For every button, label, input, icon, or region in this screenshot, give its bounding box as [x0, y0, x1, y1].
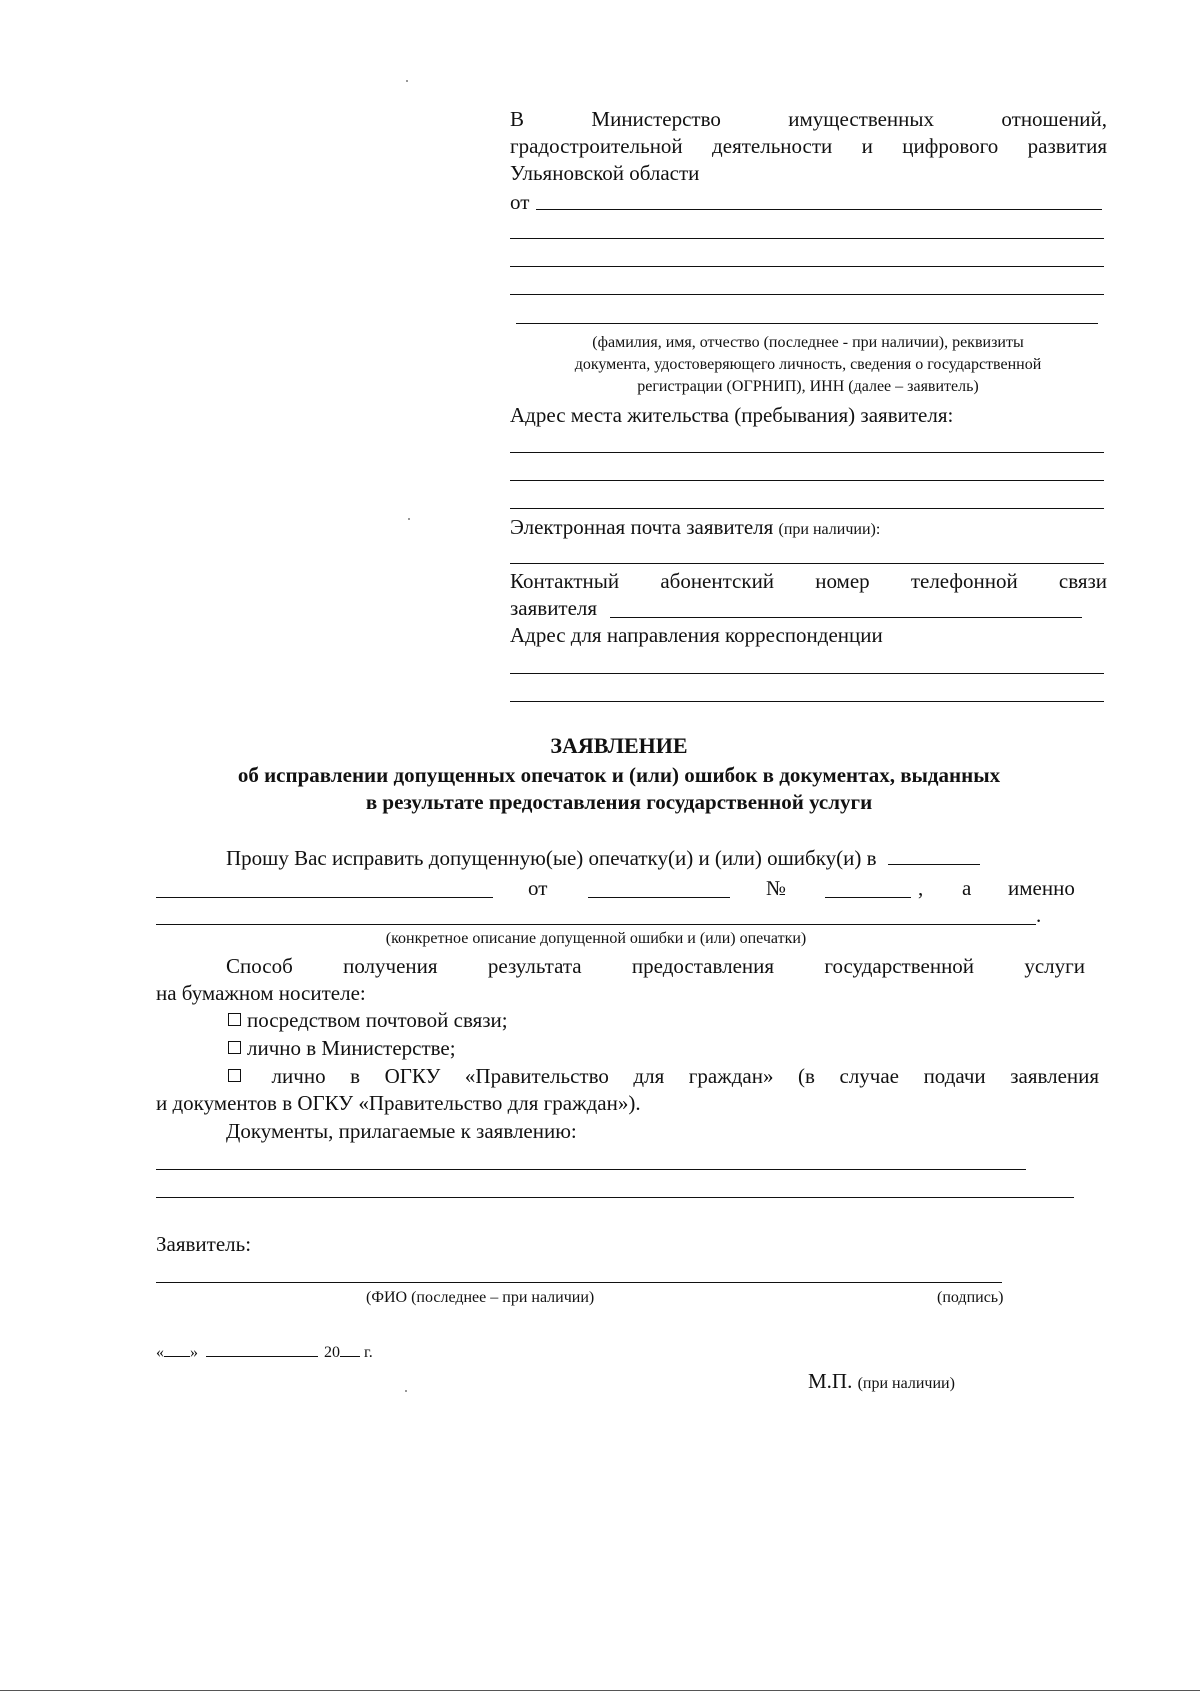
email-field-line[interactable]: [510, 563, 1104, 564]
option-ogku-word: в: [350, 1064, 361, 1088]
from-word: от: [528, 876, 548, 900]
from-field-line-3[interactable]: [510, 266, 1104, 267]
method-word: услуги: [1024, 954, 1086, 978]
option-ogku-word: ОГКУ: [384, 1064, 441, 1088]
error-description-field-line[interactable]: [156, 924, 1036, 925]
year-suffix: г.: [364, 1344, 373, 1361]
document-subtitle-line: об исправлении допущенных опечаток и (или) ошибок в документах, выданных: [237, 763, 1001, 787]
attachments-field-line-2[interactable]: [156, 1197, 1074, 1198]
option-ogku-word: подачи: [923, 1064, 986, 1088]
correspondence-label: Адрес для направления корреспонденции: [510, 623, 883, 647]
phone-word: Контактный: [510, 569, 620, 593]
from-field-line[interactable]: [536, 209, 1102, 210]
applicant-note-line: (фамилия, имя, отчество (последнее - при наличии), реквизиты: [592, 334, 1024, 351]
number-sign: №: [766, 876, 787, 900]
applicant-note: [506, 332, 1110, 398]
method-line-1: [226, 953, 1085, 980]
year-field[interactable]: [340, 1342, 360, 1357]
residence-field-line[interactable]: [510, 452, 1104, 453]
document-type-field[interactable]: [888, 846, 980, 865]
day-field[interactable]: [164, 1342, 190, 1357]
residence-field-line-3[interactable]: [510, 508, 1104, 509]
applicant-label: Заявитель:: [156, 1232, 252, 1256]
addressee-line-2: градостроительной деятельности и цифрового развития: [510, 134, 1107, 158]
option-ogku-word: заявления: [1010, 1064, 1100, 1088]
seal-label: [808, 1368, 955, 1395]
checkbox-icon[interactable]: [228, 1041, 241, 1054]
method-word: результата: [487, 954, 582, 978]
checkbox-icon[interactable]: [228, 1013, 241, 1026]
residence-label: Адрес места жительства (пребывания) заявителя:: [510, 403, 954, 427]
option-ogku[interactable]: [228, 1063, 1099, 1090]
option-mail[interactable]: [228, 1007, 508, 1034]
comma: ,: [918, 876, 924, 900]
request-text: Прошу Вас исправить допущенную(ые) опечатку(и) и (или) ошибку(и) в: [226, 846, 877, 870]
year-prefix: 20: [324, 1344, 340, 1361]
applicant-signature-line[interactable]: [156, 1282, 1002, 1283]
attachments-label: Документы, прилагаемые к заявлению:: [226, 1119, 577, 1143]
date-line: [156, 1342, 373, 1364]
scan-speck: [406, 80, 408, 82]
fio-note: (ФИО (последнее – при наличии): [366, 1289, 595, 1306]
document-name-field-line[interactable]: [156, 897, 493, 898]
method-word: получения: [343, 954, 438, 978]
applicant-note-line: документа, удостоверяющего личность, сведения о государственной: [574, 356, 1042, 373]
from-label: от: [510, 190, 530, 214]
addressee-line-3: Ульяновской области: [510, 161, 700, 185]
phone-word: номер: [815, 569, 870, 593]
phone-field-line[interactable]: [610, 617, 1082, 618]
from-field-line-5[interactable]: [516, 323, 1098, 324]
method-word: предоставления: [631, 954, 775, 978]
checkbox-icon[interactable]: [228, 1069, 241, 1082]
method-word: государственной: [824, 954, 975, 978]
option-mail-label: посредством почтовой связи;: [247, 1008, 508, 1032]
phone-word: телефонной: [910, 569, 1018, 593]
document-subtitle-line: в результате предоставления государственной услуги: [365, 790, 873, 814]
option-ogku-word: «Правительство: [464, 1064, 609, 1088]
option-ogku-line-2: и документов в ОГКУ «Правительство для граждан»).: [156, 1091, 641, 1115]
phone-word: абонентский: [660, 569, 775, 593]
correspondence-field-line[interactable]: [510, 673, 1104, 674]
quote-close: »: [190, 1344, 198, 1361]
scan-speck: [405, 1390, 407, 1392]
correspondence-field-line-2[interactable]: [510, 701, 1104, 702]
document-date-field-line[interactable]: [588, 897, 730, 898]
option-ministry[interactable]: [228, 1035, 456, 1062]
from-field-line-2[interactable]: [510, 238, 1104, 239]
residence-field-line-2[interactable]: [510, 480, 1104, 481]
seal-label-note: (при наличии): [857, 1375, 955, 1392]
applicant-note-line: регистрации (ОГРНИП), ИНН (далее – заявитель): [637, 378, 979, 395]
addressee-word: В: [510, 107, 525, 131]
option-ministry-label: лично в Министерстве;: [247, 1036, 456, 1060]
seal-label-text: М.П.: [808, 1369, 853, 1393]
phone-word: связи: [1058, 569, 1108, 593]
phone-label-line-1: [510, 568, 1107, 595]
addressee-line-1: [510, 106, 1107, 133]
addressee-word: отношений,: [1001, 107, 1108, 131]
addressee-word: имущественных: [788, 107, 935, 131]
from-field-line-4[interactable]: [510, 294, 1104, 295]
sign-note: (подпись): [937, 1289, 1004, 1306]
option-ogku-word: лично: [271, 1064, 326, 1088]
email-label-note: (при наличии):: [778, 521, 881, 538]
document-subtitle: [120, 762, 1118, 816]
document-number-field-line[interactable]: [825, 897, 911, 898]
email-label: [510, 514, 880, 541]
method-line-2: на бумажном носителе:: [156, 981, 366, 1005]
phone-label-line-2: заявителя: [510, 596, 598, 620]
description-note: (конкретное описание допущенной ошибки и (или) опечатки): [385, 930, 807, 947]
namely-word: именно: [1008, 876, 1075, 900]
method-word: Способ: [226, 954, 293, 978]
document-title: ЗАЯВЛЕНИЕ: [550, 733, 688, 758]
scan-speck: [408, 518, 410, 520]
quote-open: «: [156, 1344, 164, 1361]
page-bottom-edge: [0, 1690, 1200, 1691]
a-word: а: [962, 876, 972, 900]
attachments-field-line[interactable]: [156, 1169, 1026, 1170]
email-label-text: Электронная почта заявителя: [510, 515, 774, 539]
option-ogku-word: для: [633, 1064, 665, 1088]
month-field[interactable]: [206, 1342, 318, 1357]
period: .: [1036, 903, 1042, 927]
option-ogku-word: граждан»: [688, 1064, 774, 1088]
option-ogku-word: (в: [798, 1064, 815, 1088]
option-ogku-word: случае: [839, 1064, 900, 1088]
addressee-word: Министерство: [591, 107, 721, 131]
request-line: [226, 845, 980, 872]
